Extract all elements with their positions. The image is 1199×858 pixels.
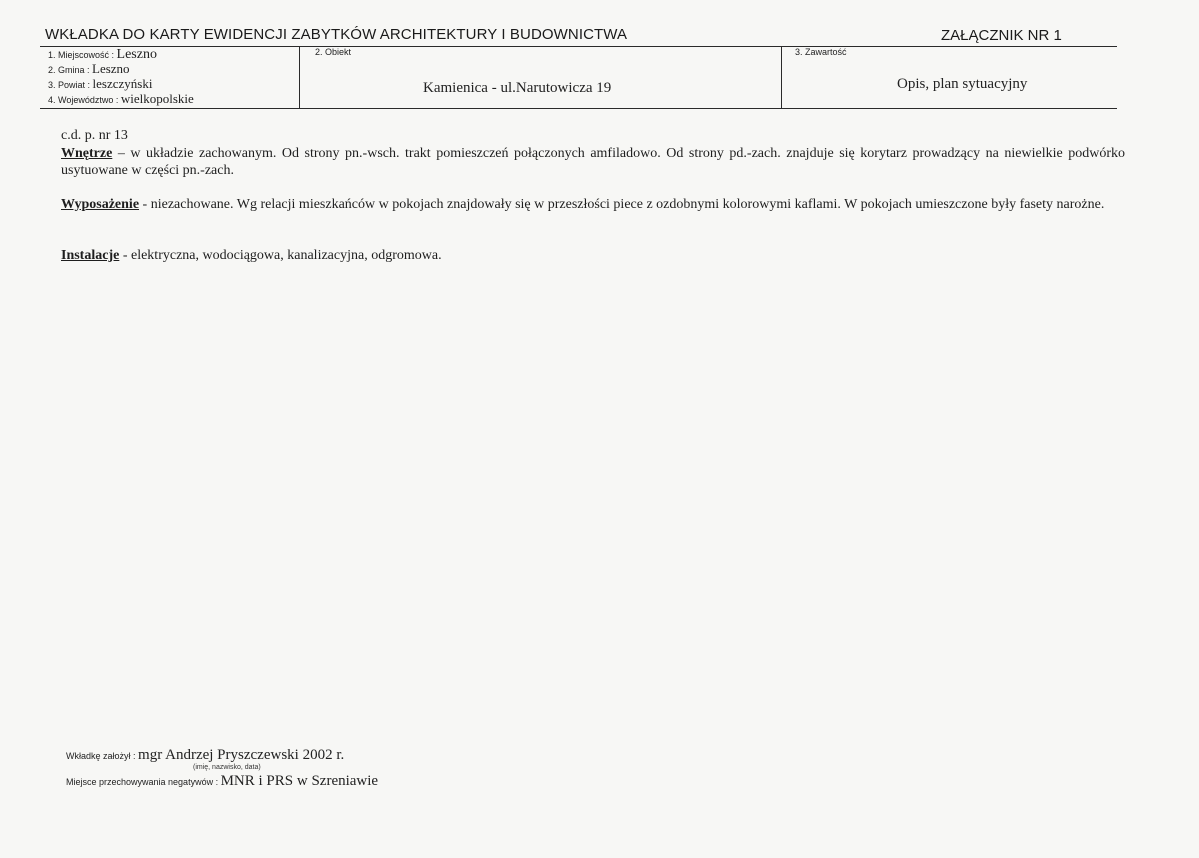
column-divider-2 — [781, 46, 782, 109]
author-label: Wkładkę założył : — [66, 751, 139, 761]
storage-label: Miejsce przechowywania negatywów : — [66, 777, 221, 787]
town-value: Leszno — [116, 47, 157, 62]
voivodeship-label: 4. Województwo : — [48, 95, 121, 105]
installations-term: Instalacje — [61, 248, 120, 263]
storage-value: MNR i PRS w Szreniawie — [220, 773, 379, 789]
furnishings-text: - niezachowane. Wg relacji mieszkańców w pokojach znajdowały się w przeszłości piece z ozdobnymi kolorowymi kaflami. W pokojach umieszczone były fasety narożne. — [139, 197, 1105, 212]
installations-text: - elektryczna, wodociągowa, kanalizacyjna, odgromowa. — [119, 248, 442, 263]
county-label: 3. Powiat : — [48, 80, 93, 90]
commune-value: Leszno — [92, 61, 130, 76]
footer-author — [66, 746, 344, 764]
footer-storage — [66, 772, 378, 790]
object-label: 2. Obiekt — [315, 47, 352, 57]
author-value: mgr Andrzej Pryszczewski 2002 r. — [138, 747, 345, 763]
column-divider-1 — [299, 46, 300, 109]
author-sublabel: (imię, nazwisko, data) — [193, 764, 261, 771]
furnishings-term: Wyposażenie — [61, 197, 140, 212]
interior-text: – w układzie zachowanym. Od strony pn.-wsch. trakt pomieszczeń połączonych amfiladowo. Od strony pd.-zach. znajduje się korytarz prowadzący na niewielkie podwórko usytuowane w części pn.-zach. — [61, 146, 1125, 178]
location-fields — [48, 46, 298, 106]
header-rule-bottom — [40, 108, 1117, 109]
county-value: leszczyński — [92, 76, 153, 91]
contents-label: 3. Zawartość — [795, 47, 847, 57]
continuation-note: c.d. p. nr 13 — [61, 128, 128, 143]
interior-term: Wnętrze — [61, 146, 113, 161]
contents-value: Opis, plan sytuacyjny — [897, 76, 1028, 92]
location-row-town — [48, 46, 298, 61]
voivodeship-value: wielkopolskie — [120, 91, 194, 106]
commune-label: 2. Gmina : — [48, 65, 93, 75]
paragraph-furnishings — [61, 196, 1125, 213]
paragraph-interior — [61, 145, 1125, 179]
object-value: Kamienica - ul.Narutowicza 19 — [423, 80, 612, 96]
location-row-voivodeship — [48, 91, 298, 106]
annex-number: ZAŁĄCZNIK NR 1 — [941, 27, 1062, 44]
paragraph-installations — [61, 247, 1125, 264]
location-row-county — [48, 76, 298, 91]
location-row-commune — [48, 61, 298, 76]
document-title: WKŁADKA DO KARTY EWIDENCJI ZABYTKÓW ARCHITEKTURY I BUDOWNICTWA — [45, 26, 628, 43]
town-label: 1. Miejscowość : — [48, 50, 117, 60]
